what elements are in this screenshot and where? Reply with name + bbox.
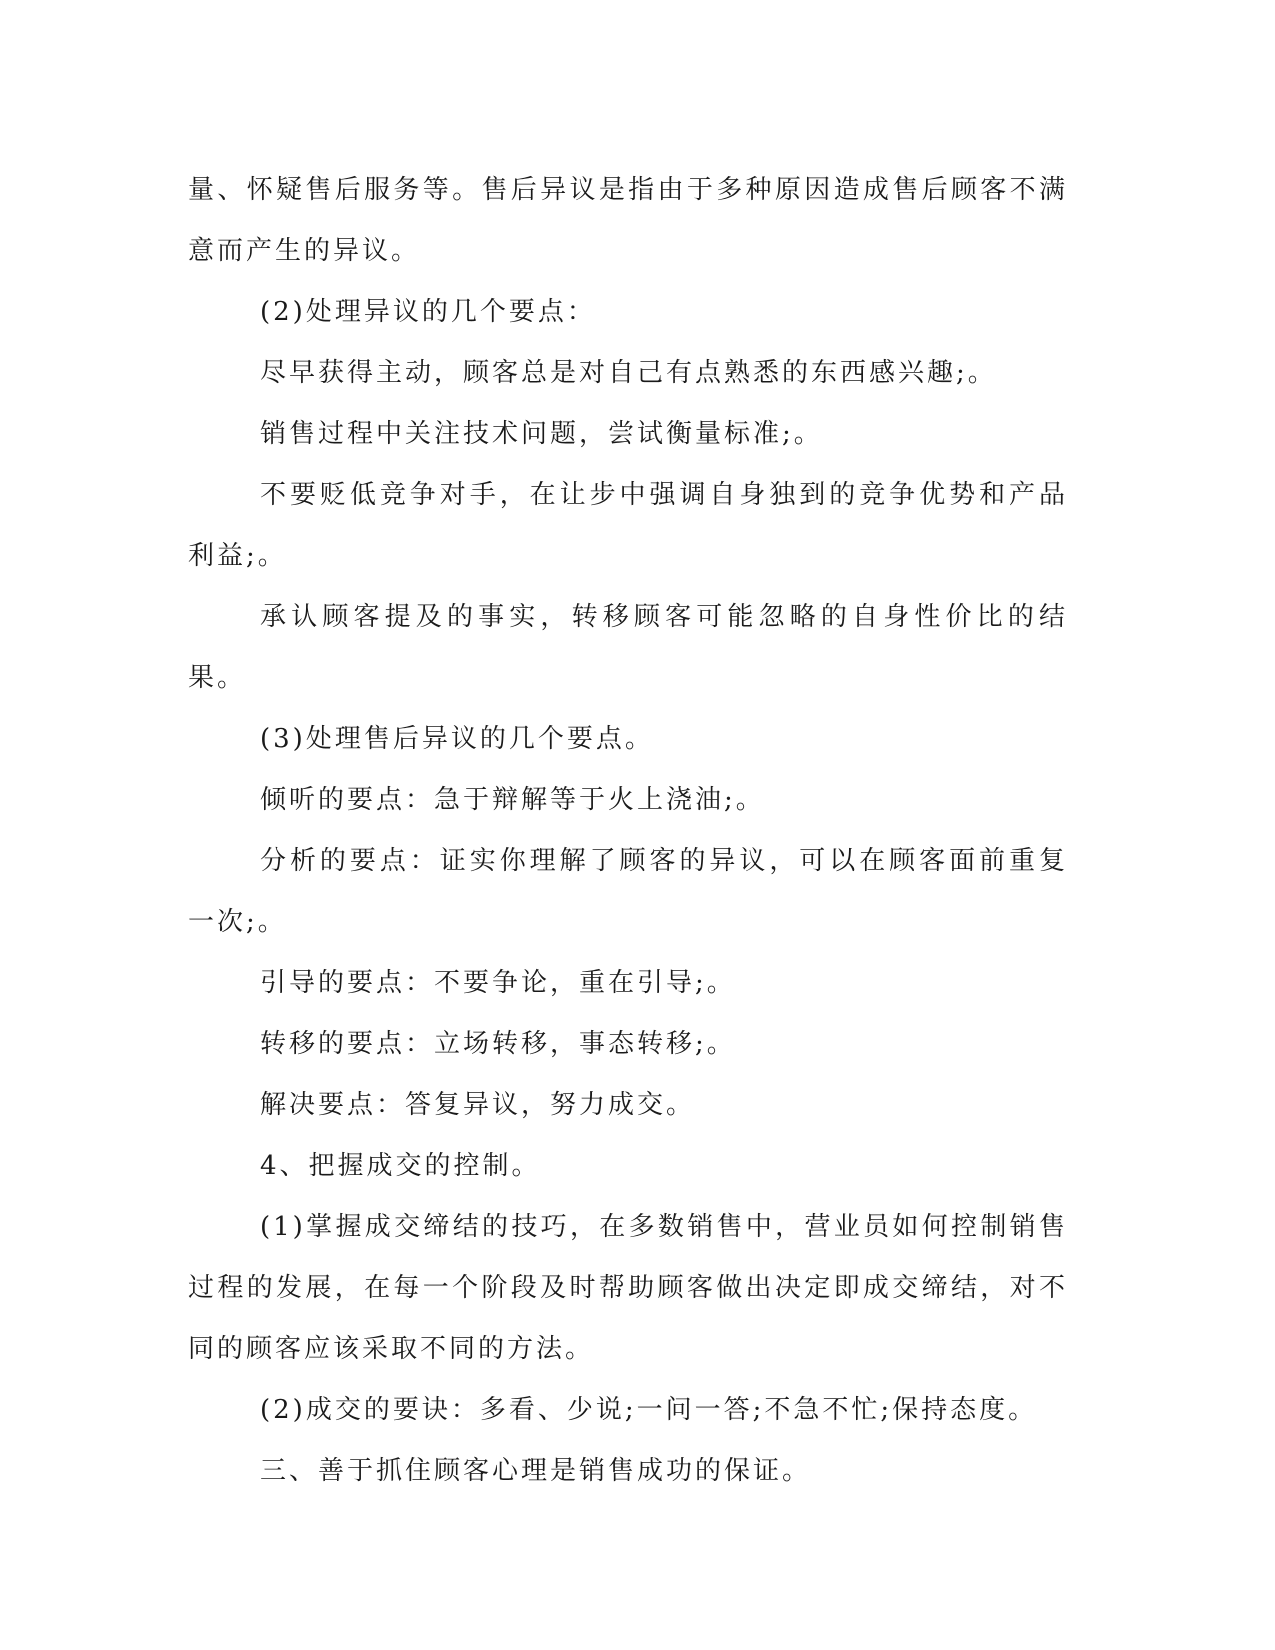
document-body [188, 160, 1068, 1502]
paragraph-1: 量、怀疑售后服务等。售后异议是指由于多种原因造成售后顾客不满意而产生的异议。 [188, 175, 1068, 266]
paragraph-8: 倾听的要点：急于辩解等于火上浇油;。 [260, 785, 765, 815]
paragraph-6: 承认顾客提及的事实，转移顾客可能忽略的自身性价比的结果。 [188, 602, 1068, 693]
paragraph-15: (2)成交的要诀：多看、少说;一问一答;不急不忙;保持态度。 [260, 1395, 1038, 1425]
paragraph-11: 转移的要点：立场转移，事态转移;。 [260, 1029, 736, 1059]
paragraph-4: 销售过程中关注技术问题，尝试衡量标准;。 [260, 419, 823, 449]
paragraph-12: 解决要点：答复异议，努力成交。 [260, 1090, 696, 1120]
paragraph-13: 4、把握成交的控制。 [260, 1151, 541, 1181]
paragraph-14: (1)掌握成交缔结的技巧，在多数销售中，营业员如何控制销售过程的发展，在每一个阶段及时帮助顾客做出决定即成交缔结，对不同的顾客应该采取不同的方法。 [188, 1212, 1068, 1364]
paragraph-10: 引导的要点：不要争论，重在引导;。 [260, 968, 736, 998]
paragraph-5: 不要贬低竞争对手，在让步中强调自身独到的竞争优势和产品利益;。 [188, 480, 1068, 571]
paragraph-3: 尽早获得主动，顾客总是对自己有点熟悉的东西感兴趣;。 [260, 358, 997, 388]
paragraph-9: 分析的要点：证实你理解了顾客的异议，可以在顾客面前重复一次;。 [188, 846, 1068, 937]
paragraph-7: (3)处理售后异议的几个要点。 [260, 724, 654, 754]
paragraph-2: (2)处理异议的几个要点： [260, 297, 596, 327]
paragraph-16: 三、善于抓住顾客心理是销售成功的保证。 [260, 1456, 812, 1486]
